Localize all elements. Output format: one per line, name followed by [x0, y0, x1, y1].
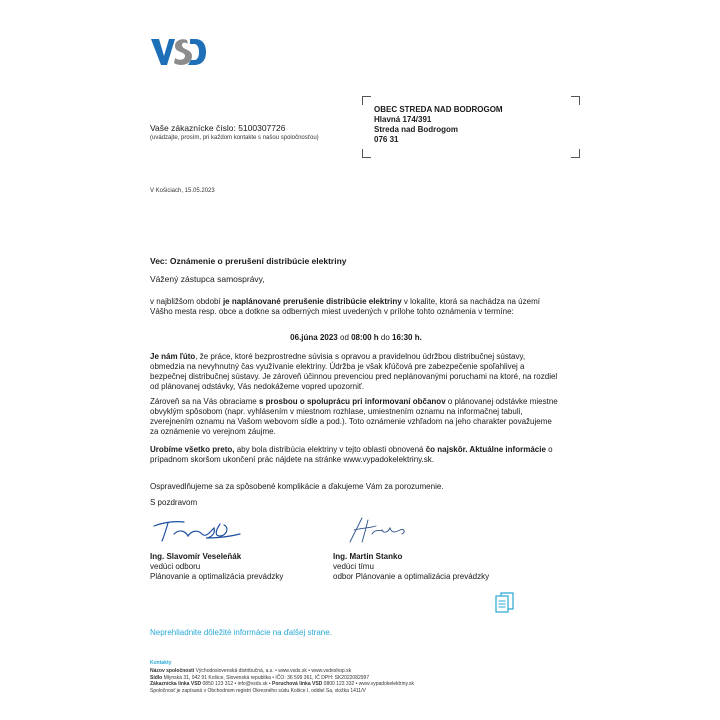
subject-line: Vec: Oznámenie o prerušení distribúcie elektriny	[150, 256, 347, 266]
text-segment: o plánovanej odstávke miestne obvyklým spôsobom (napr. vyhlásením v miestnom rozhlase, umiestnením oznamu na informačnej tabuli, zverejnením oznamu na Vašom webovom sídle a pod.). Toto oznámenie vzhľadom na jeho charakter považujeme za oznámenie vo verejnom záujme.	[150, 397, 558, 436]
signer-department: odbor Plánovanie a optimalizácia prevádzky	[333, 572, 490, 581]
handwritten-signature	[344, 516, 410, 544]
signer-1	[150, 552, 283, 582]
documents-icon	[495, 592, 515, 614]
text-segment-bold: s prosbou o spoluprácu pri informovaní občanov	[258, 397, 446, 406]
contact-label: Poruchová linka VSD	[271, 681, 323, 688]
footer-contacts	[150, 660, 414, 694]
text-segment: od	[337, 333, 352, 342]
signer-role: vedúci tímu	[333, 562, 374, 571]
documents-icon-graphic	[495, 592, 515, 614]
corner-mark	[362, 96, 371, 105]
signer-role: vedúci odboru	[150, 562, 201, 571]
text-segment: , že práce, ktoré bezprostredne súvisia s opravou a pravidelnou údržbou distribučnej sústavy, obmedzia na nevyhnutný čas využívanie elektriny. Údržba je však kľúčová pre zabezpečenie spoľahlivej a bezpečnej distribučnej sústavy. Je zároveň účinnou prevenciou pred neplánovanými poruchami na ktoré, na rozdiel od plánovanej odstávky, Vás nedokážeme vopred upozorniť.	[150, 352, 558, 391]
contact-label: Sídlo	[150, 674, 163, 681]
contact-text: 0800 123 332 • www.vypadokelektriny.sk	[322, 681, 414, 688]
signature-2	[344, 516, 410, 544]
signer-department: Plánovanie a optimalizácia prevádzky	[150, 572, 284, 581]
text-segment-bold: Je nám ľúto	[150, 352, 196, 361]
contact-label: Názov spoločnosti	[150, 668, 195, 675]
place-and-date: V Košiciach, 15.05.2023	[150, 188, 215, 194]
paragraph-restoration	[150, 445, 562, 465]
vsd-logo	[150, 36, 206, 68]
registration-note: Spoločnosť je zapísaná v Obchodnom registri Okresného súdu Košice I, oddiel Sa, vložka 1411/V	[150, 687, 366, 694]
customer-number-note: (uvádzajte, prosím, pri každom kontakte s našou spoločnosťou)	[150, 135, 319, 141]
corner-mark	[571, 96, 580, 105]
signer-name: Ing. Martin Stanko	[333, 552, 403, 561]
vsd-logo-mark	[150, 36, 206, 68]
outage-term	[150, 333, 562, 342]
text-segment-bold: čo najskôr. Aktuálne informácie	[425, 445, 546, 454]
recipient-address-box	[362, 96, 580, 158]
corner-mark	[362, 149, 371, 158]
handwritten-signature	[150, 516, 242, 544]
contact-line	[150, 681, 414, 687]
text-segment: v lokalite, ktorá sa nachádza na území Vášho mesta resp. obce a dotkne sa odberných miest uvedených v prílohe tohto oznámenia v termíne:	[150, 297, 540, 316]
customer-number: Vaše zákaznícke číslo: 5100307726	[150, 123, 286, 133]
address-line-3: Streda nad Bodrogom	[374, 125, 459, 134]
text-segment: Zároveň sa na Vás obraciame	[150, 397, 259, 406]
text-segment: o prípadnom skoršom ukončení prác nájdete na stránke www.vypadokelektriny.sk.	[150, 445, 553, 464]
paragraph-thanks: Ospravedlňujeme sa za spôsobené komplikácie a ďakujeme Vám za porozumenie.	[150, 482, 444, 491]
recipient-address	[374, 105, 503, 145]
paragraph-apology	[150, 352, 562, 392]
address-line-2: Hlavná 174/391	[374, 115, 432, 124]
salutation: Vážený zástupca samosprávy,	[150, 274, 265, 284]
customer-number-block	[150, 123, 319, 142]
corner-mark	[571, 149, 580, 158]
outage-date: 06.júna 2023	[290, 333, 338, 342]
contacts-heading: Kontakty	[150, 660, 172, 666]
signature-1	[150, 516, 242, 544]
text-segment: v najbližšom období	[150, 297, 223, 306]
address-line-4: 076 31	[374, 135, 399, 144]
contact-text: 0850 123 312 • info@vsds.sk •	[201, 681, 272, 688]
contact-text: Východoslovenská distribučná, a.s. • www.vsds.sk • www.vsdeshop.sk	[194, 668, 352, 675]
outage-from-time: 08:00 h	[351, 333, 379, 342]
address-line-1: OBEC STREDA NAD BODROGOM	[374, 105, 503, 114]
contact-text: Mlynská 31, 042 91 Košice, Slovenská republika • IČO: 36 599 361, IČ DPH: SK2022082997	[162, 674, 370, 681]
signer-name: Ing. Slavomír Veseleňák	[150, 552, 242, 561]
paragraph-announcement	[150, 297, 562, 317]
text-segment: aby bola distribúcia elektriny v tejto oblasti obnovená	[234, 445, 426, 454]
paragraph-cooperation	[150, 397, 562, 437]
contact-label: Zákaznícka linka VSD	[150, 681, 202, 688]
signer-2	[333, 552, 489, 582]
closing: S pozdravom	[150, 498, 198, 507]
next-page-note: Neprehliadnite dôležité informácie na ďalšej strane.	[150, 628, 332, 637]
text-segment-bold: Urobíme všetko preto,	[150, 445, 235, 454]
text-segment: do	[378, 333, 393, 342]
text-segment-bold: je naplánované prerušenie distribúcie elektriny	[222, 297, 402, 306]
outage-to-time: 16:30 h.	[392, 333, 422, 342]
